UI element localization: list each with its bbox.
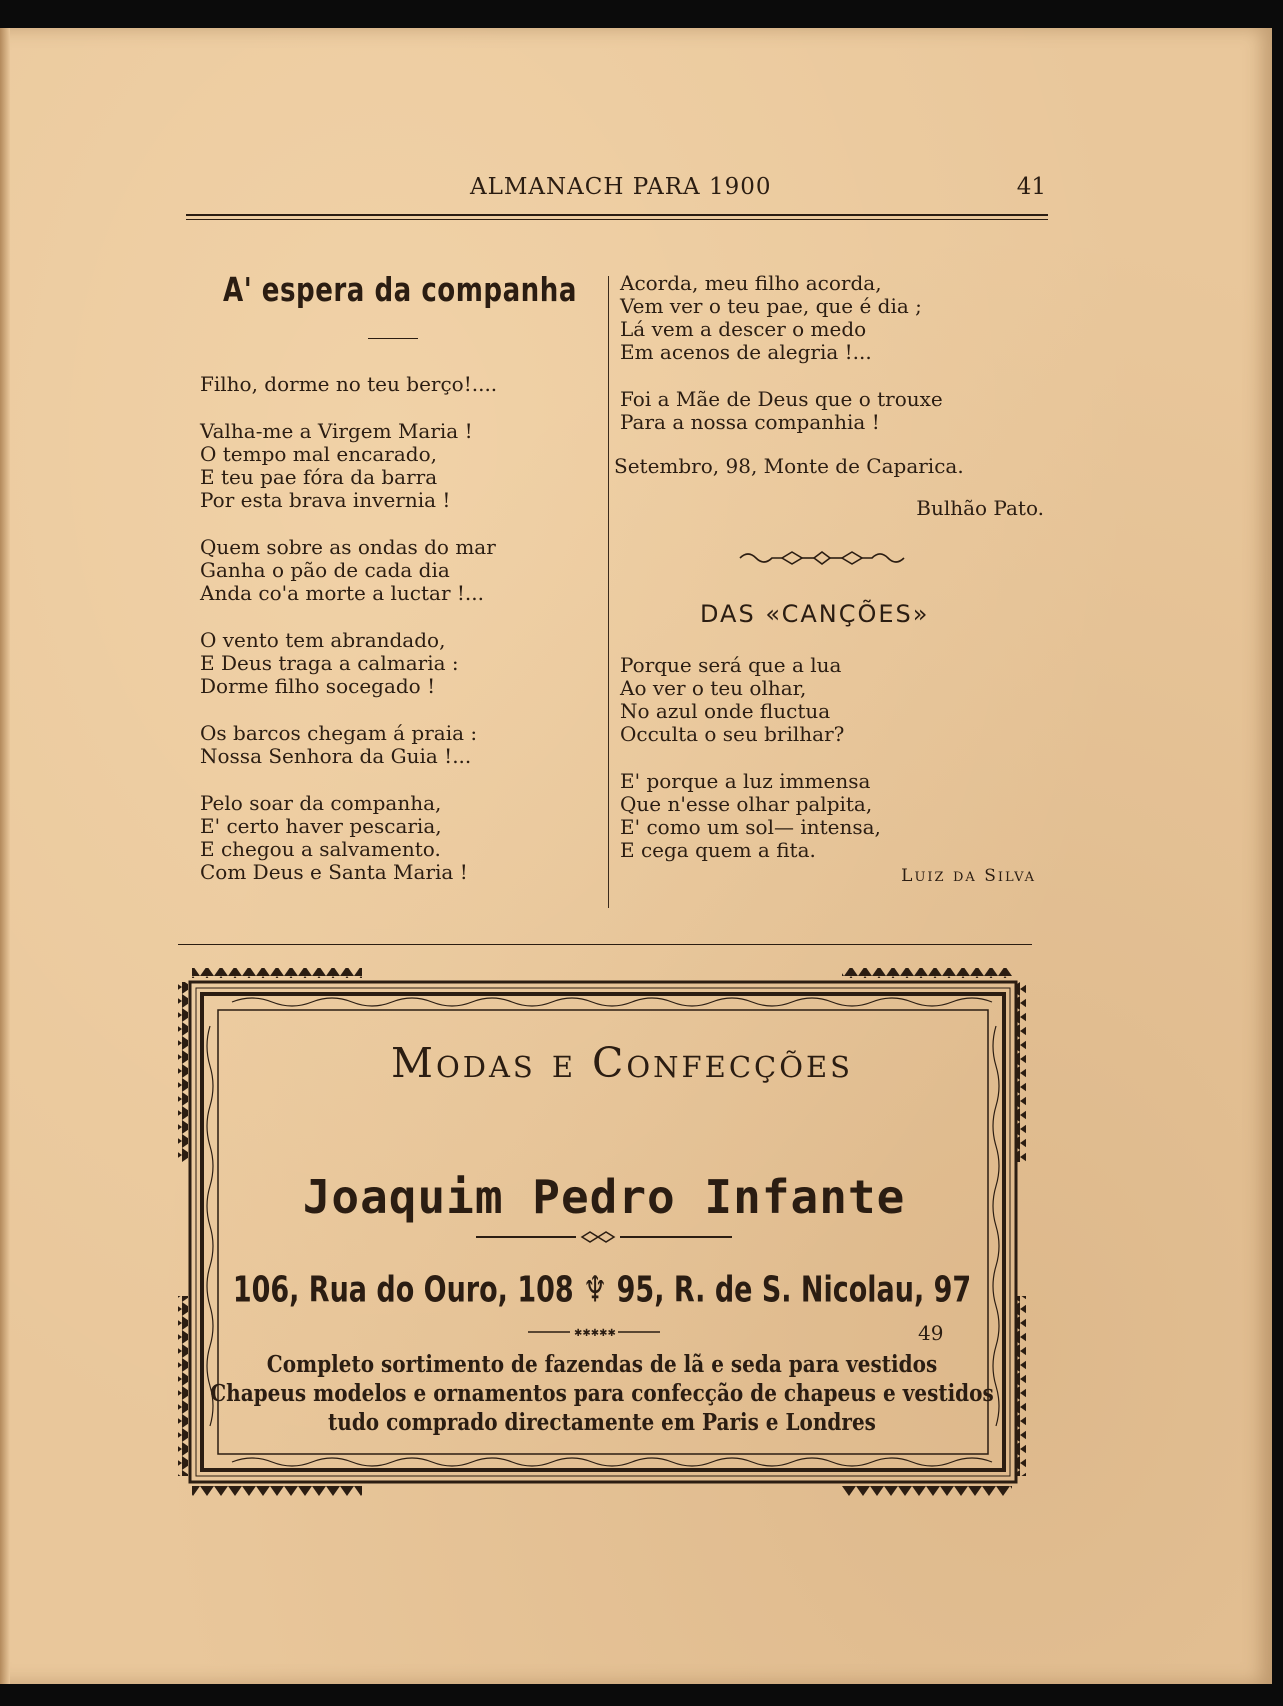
verse-line: Nossa Senhora da Guia !... xyxy=(200,744,472,768)
verse-line: E cega quem a fita. xyxy=(620,838,816,862)
verse-line: E' porque a luz immensa xyxy=(620,769,871,793)
verse-line: Acorda, meu filho acorda, xyxy=(620,271,882,295)
stanza xyxy=(620,654,1060,746)
verse-line: Anda co'a morte a luctar !... xyxy=(200,581,484,605)
ad-number: 49 xyxy=(918,1321,944,1345)
poem-date-place: Setembro, 98, Monte de Caparica. xyxy=(614,454,964,478)
verse-line: Porque será que a lua xyxy=(620,653,842,677)
verse-line: Foi a Mãe de Deus que o trouxe xyxy=(620,387,943,411)
stanza xyxy=(620,770,1060,862)
column-divider xyxy=(608,276,609,908)
verse-line: Pelo soar da companha, xyxy=(200,791,442,815)
stanza xyxy=(200,792,600,884)
verse-line: Vem ver o teu pae, que é dia ; xyxy=(620,294,922,318)
poem-title: A' espera da companha xyxy=(223,270,577,310)
ad-text-line: Completo sortimento de fazendas de lã e seda para vestidos xyxy=(266,1350,938,1378)
merchant-name: Joaquim Pedro Infante xyxy=(302,1170,906,1224)
svg-text:✱✱✱✱✱: ✱✱✱✱✱ xyxy=(574,1328,616,1339)
title-rule xyxy=(368,338,418,339)
author-initial: L xyxy=(901,866,915,886)
running-header xyxy=(186,174,1050,204)
ad-text-line: tudo comprado directamente em Paris e Londres xyxy=(328,1408,876,1436)
header-title: ALMANACH PARA 1900 xyxy=(470,174,772,200)
verse-line: E chegou a salvamento. xyxy=(200,837,441,861)
verse-line: O tempo mal encarado, xyxy=(200,442,437,466)
section-title: DAS «CANÇÕES» xyxy=(700,600,930,628)
verse-line: Occulta o seu brilhar? xyxy=(620,722,845,746)
verse-line: Quem sobre as ondas do mar xyxy=(200,535,496,559)
verse-line: Por esta brava invernia ! xyxy=(200,488,451,512)
author-rest: UIZ xyxy=(914,870,946,885)
stanza xyxy=(620,272,1060,364)
verse-line: Que n'esse olhar palpita, xyxy=(620,792,873,816)
advertisement xyxy=(172,966,1032,1500)
author-rest: ILVA xyxy=(997,870,1036,885)
verse-line: O vento tem abrandado, xyxy=(200,628,446,652)
verse-line: E teu pae fóra da barra xyxy=(200,465,438,489)
poem2-author xyxy=(620,866,1036,886)
verse-line: E' certo haver pescaria, xyxy=(200,814,442,838)
stanza xyxy=(200,373,600,396)
poem-right-column xyxy=(614,271,1060,886)
page-number: 41 xyxy=(1016,174,1046,200)
verse-line: Filho, dorme no teu berço!.... xyxy=(200,372,498,396)
verse-line: Ganha o pão de cada dia xyxy=(200,558,450,582)
header-rule xyxy=(186,214,1048,220)
stanza xyxy=(200,536,600,605)
ad-text-line: Chapeus modelos e ornamentos para confecção de chapeus e vestidos xyxy=(210,1379,994,1407)
poem-author: Bulhão Pato. xyxy=(916,496,1044,520)
ad-title: Modas e Confecções xyxy=(390,1039,854,1087)
verse-line: Com Deus e Santa Maria ! xyxy=(200,860,468,884)
stanza xyxy=(200,420,600,512)
verse-line: Para a nossa companhia ! xyxy=(620,410,880,434)
verse-line: No azul onde fluctua xyxy=(620,699,831,723)
merchant-address: 106, Rua do Ouro, 108 ♆ 95, R. de S. Nicolau, 97 xyxy=(232,1269,972,1311)
verse-line: Valha-me a Virgem Maria ! xyxy=(200,419,473,443)
stanza xyxy=(620,388,1060,434)
verse-line: Em acenos de alegria !... xyxy=(620,340,872,364)
verse-line: E Deus traga a calmaria : xyxy=(200,651,459,675)
verse-line: Os barcos chegam á praia : xyxy=(200,721,478,745)
verse-line: Ao ver o teu olhar, xyxy=(620,676,807,700)
author-particle: DA xyxy=(953,870,977,885)
section-rule xyxy=(178,944,1032,945)
author-initial: S xyxy=(984,866,998,886)
stanza xyxy=(200,722,600,768)
ornament-divider xyxy=(620,546,1040,570)
poem-left-column xyxy=(200,270,600,884)
page-edge xyxy=(0,28,10,1684)
stanza xyxy=(200,629,600,698)
verse-line: E' como um sol— intensa, xyxy=(620,815,881,839)
verse-line: Dorme filho socegado ! xyxy=(200,674,436,698)
verse-line: Lá vem a descer o medo xyxy=(620,317,867,341)
